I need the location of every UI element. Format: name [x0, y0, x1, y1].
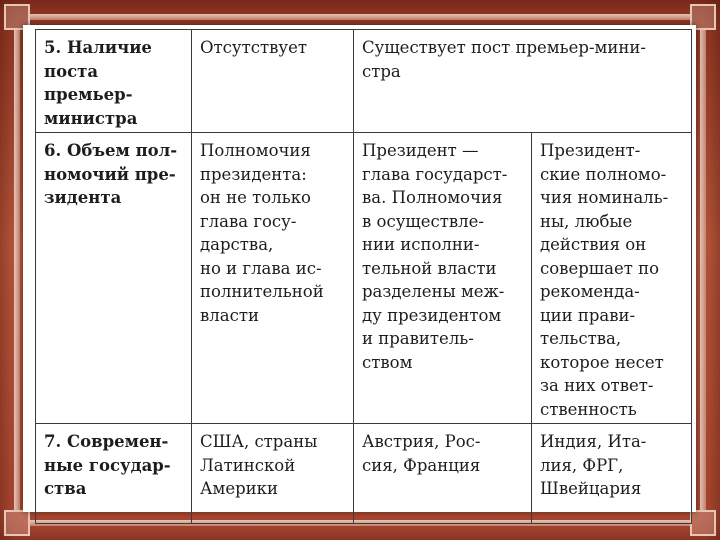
table-row — [36, 30, 692, 133]
cell-text: США, страны Латинской Америки — [200, 432, 318, 498]
table-cell-merged — [354, 30, 692, 133]
table-cell — [532, 133, 692, 424]
cell-text: Полномочия президента: он не только глава госу- дарства, но и глава ис- полнительной власти — [200, 141, 324, 325]
row-label-text: 6. Объем пол- номочий пре- зидента — [44, 141, 178, 207]
row-label-cell — [36, 133, 192, 424]
cell-text: Существует пост премьер-мини- стра — [362, 38, 646, 81]
frame-band-left — [14, 30, 20, 510]
corner-ornament-bottom-right — [690, 510, 716, 536]
frame-band-top — [30, 14, 690, 20]
table-cell — [192, 30, 354, 133]
row-label-cell — [36, 30, 192, 133]
table-cell — [192, 424, 354, 524]
cell-text: Австрия, Рос- сия, Франция — [362, 432, 481, 475]
table-cell — [532, 424, 692, 524]
corner-ornament-bottom-left — [4, 510, 30, 536]
cell-text: Президент- ские полномо- чия номиналь- ны, любые действия он совершает по рекоменда- ции прави- тельства, которое несет за них ответ- ственность — [540, 141, 669, 419]
cell-text: Индия, Ита- лия, ФРГ, Швейцария — [540, 432, 647, 498]
frame-band-right — [700, 30, 706, 510]
table-row — [36, 424, 692, 524]
table-cell — [354, 133, 532, 424]
table-cell — [354, 424, 532, 524]
table-cell — [192, 133, 354, 424]
cell-text: Отсутствует — [200, 38, 307, 57]
comparison-table — [35, 29, 692, 524]
cell-text: Президент — глава государст- ва. Полномочия в осуществле- нии исполни- тельной власти разделены меж- ду президентом и правитель- ством — [362, 141, 508, 372]
table-row — [36, 133, 692, 424]
document-page — [23, 25, 696, 512]
row-label-text: 5. Наличие поста премьер- министра — [44, 38, 152, 128]
row-label-cell — [36, 424, 192, 524]
row-label-text: 7. Современ- ные государ- ства — [44, 432, 171, 498]
